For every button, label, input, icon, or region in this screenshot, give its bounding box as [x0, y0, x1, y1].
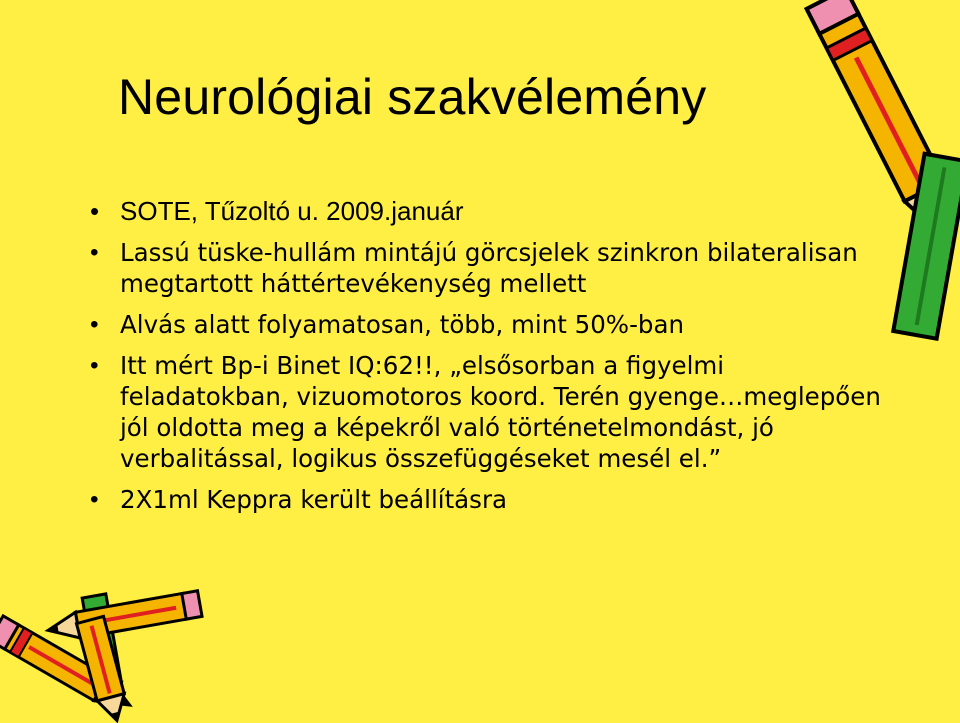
bullet-glyph: •: [90, 352, 99, 379]
bullet-text: 2X1ml Keppra került beállításra: [120, 485, 508, 514]
pencil-icon: [45, 591, 202, 644]
bullet-text: SOTE, Tűzoltó u. 2009.január: [120, 196, 464, 226]
slide-title: Neurológiai szakvélemény: [118, 69, 707, 125]
bullet-text: Lassú tüske-hullám mintájú görcsjelek szinkron bilateralisan megtartott háttértevékenység mellett: [120, 238, 858, 298]
bullet-text: Itt mért Bp-i Binet IQ:62!!, „elsősorban a figyelmi feladatokban, vizuomotoros koord. Terén gyenge…meglepően jól oldotta meg a képekről való történetelmondást, jó verbalitással, logikus összefüggéseket mesél el.”: [120, 351, 881, 473]
bullet-text: Alvás alatt folyamatosan, több, mint 50%-ban: [120, 310, 685, 339]
bullet-glyph: •: [90, 239, 99, 266]
bullet-glyph: •: [90, 311, 99, 338]
bullet-glyph: •: [90, 486, 99, 513]
bullet-glyph: •: [90, 196, 100, 226]
